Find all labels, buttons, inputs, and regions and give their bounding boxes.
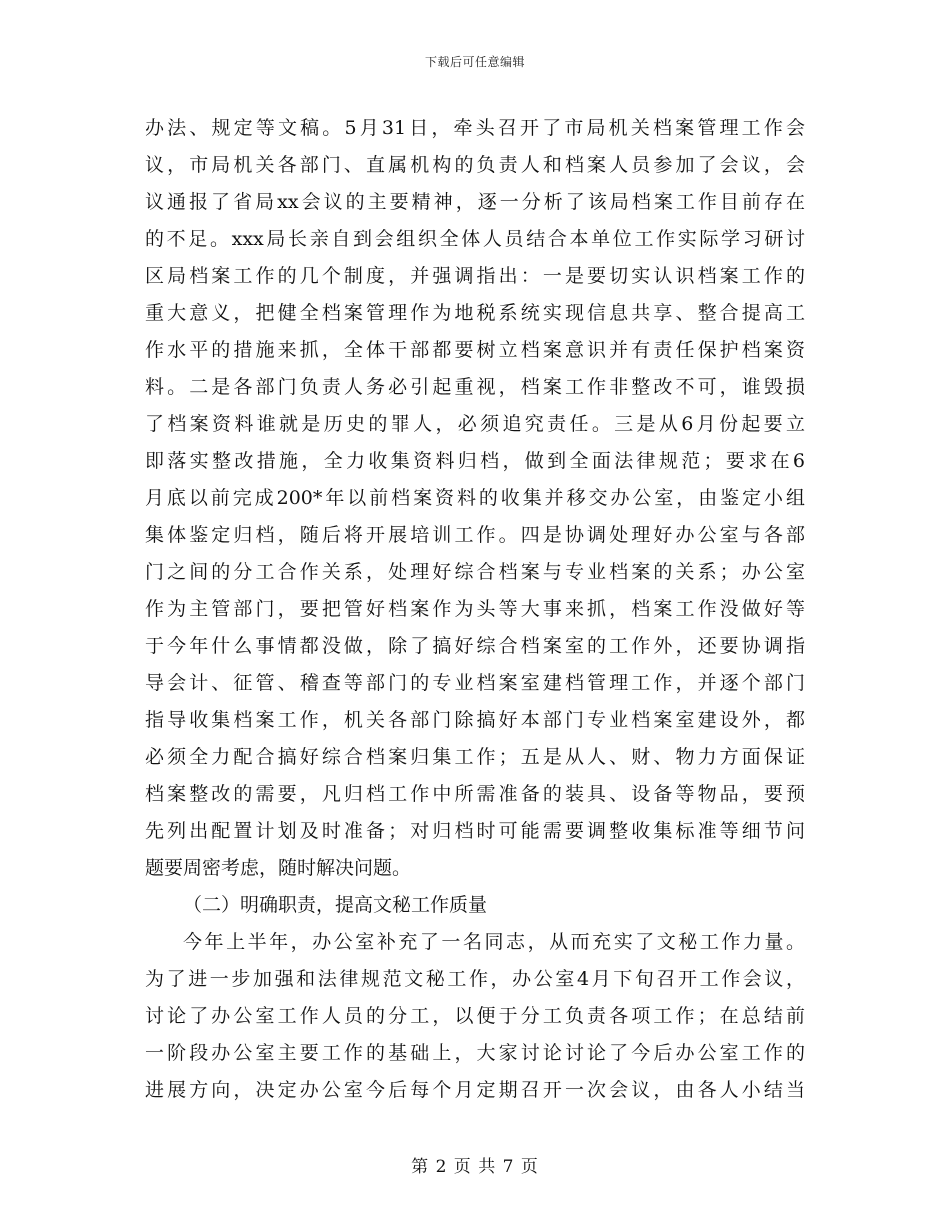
body-line: 月底以前完成200*年以前档案资料的收集并移交办公室，由鉴定小组: [145, 487, 805, 509]
section-heading: （二）明确职责，提高文秘工作质量: [183, 894, 488, 916]
page-number: 第 2 页 共 7 页: [411, 1157, 539, 1177]
body-line: 题要周密考虑，随时解决问题。: [145, 857, 412, 879]
body-line: 作水平的措施来抓，全体干部都要树立档案意识并有责任保护档案资: [145, 339, 805, 361]
page-header-note: 下载后可任意编辑: [424, 55, 525, 69]
body-line: 指导收集档案工作，机关各部门除搞好本部门专业档案室建设外，都: [145, 709, 805, 731]
body-line: 区局档案工作的几个制度，并强调指出：一是要切实认识档案工作的: [145, 265, 805, 287]
body-line: 今年上半年，办公室补充了一名同志，从而充实了文秘工作力量。: [183, 931, 805, 953]
body-line: 的不足。xxx局长亲自到会组织全体人员结合本单位工作实际学习研讨: [145, 228, 805, 250]
body-line: 议通报了省局xx会议的主要精神，逐一分析了该局档案工作目前存在: [145, 191, 805, 213]
body-line: 导会计、征管、稽查等部门的专业档案室建档管理工作，并逐个部门: [145, 672, 805, 694]
body-line: 一阶段办公室主要工作的基础上，大家讨论讨论了今后办公室工作的: [145, 1042, 805, 1064]
body-line: 档案整改的需要，凡归档工作中所需准备的装具、设备等物品，要预: [145, 783, 805, 805]
body-line: 于今年什么事情都没做，除了搞好综合档案室的工作外，还要协调指: [145, 635, 805, 657]
body-line: 必须全力配合搞好综合档案归集工作；五是从人、财、物力方面保证: [145, 746, 805, 768]
body-line: 门之间的分工合作关系，处理好综合档案与专业档案的关系；办公室: [145, 561, 805, 583]
body-line: 进展方向，决定办公室今后每个月定期召开一次会议，由各人小结当: [145, 1079, 805, 1101]
body-line: 为了进一步加强和法律规范文秘工作，办公室4月下旬召开工作会议，: [145, 968, 805, 990]
document-body: [145, 110, 805, 1109]
body-line: 集体鉴定归档，随后将开展培训工作。四是协调处理好办公室与各部: [145, 524, 805, 546]
body-line: 办法、规定等文稿。5月31日，牵头召开了市局机关档案管理工作会: [145, 117, 805, 139]
body-line: 讨论了办公室工作人员的分工，以便于分工负责各项工作；在总结前: [145, 1005, 805, 1027]
body-line: 即落实整改措施，全力收集资料归档，做到全面法律规范；要求在6: [145, 450, 805, 472]
body-line: 先列出配置计划及时准备；对归档时可能需要调整收集标准等细节问: [145, 820, 805, 842]
body-line: 议，市局机关各部门、直属机构的负责人和档案人员参加了会议，会: [145, 154, 805, 176]
body-line: 重大意义，把健全档案管理作为地税系统实现信息共享、整合提高工: [145, 302, 805, 324]
body-line: 作为主管部门，要把管好档案作为头等大事来抓，档案工作没做好等: [145, 598, 805, 620]
body-line: 了档案资料谁就是历史的罪人，必须追究责任。三是从6月份起要立: [145, 413, 805, 435]
body-line: 料。二是各部门负责人务必引起重视，档案工作非整改不可，谁毁损: [145, 376, 805, 398]
